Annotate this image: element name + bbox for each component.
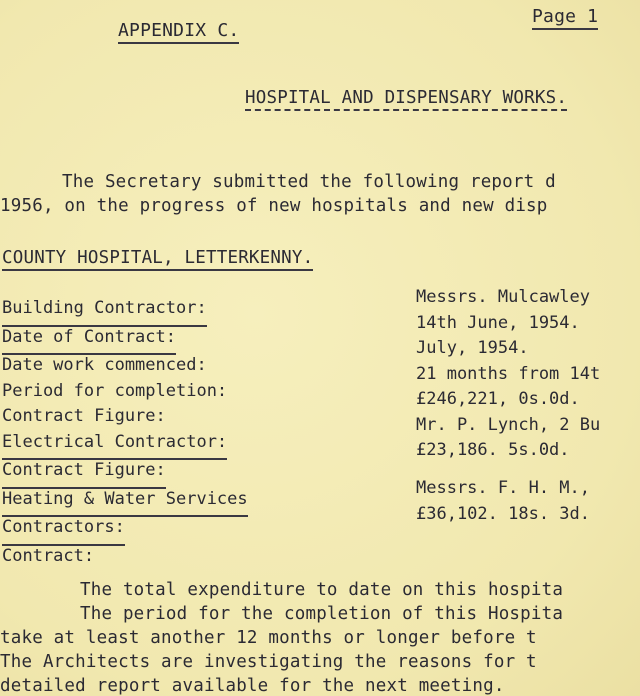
value-electrical-contractor: Mr. P. Lynch, 2 Bu bbox=[416, 414, 601, 435]
footer-line-1: The total expenditure to date on this hospita bbox=[80, 580, 564, 600]
value-heating-contractor: Messrs. F. H. M., bbox=[416, 478, 590, 498]
value-building-contractor: Messrs. Mulcawley bbox=[416, 287, 590, 307]
value-contract-figure-2: £23,186. 5s.0d. bbox=[416, 440, 570, 460]
detail-labels bbox=[2, 298, 248, 571]
page-number: Page 1 bbox=[532, 6, 598, 30]
value-period-completion: 21 months from 14t bbox=[416, 363, 601, 384]
label-date-of-contract: Date of Contract: bbox=[2, 327, 176, 356]
label-date-commenced: Date work commenced: bbox=[2, 355, 207, 375]
document-title: HOSPITAL AND DISPENSARY WORKS. bbox=[245, 88, 567, 111]
value-heating-contract: £36,102. 18s. 3d. bbox=[416, 503, 590, 524]
footer-line-3: take at least another 12 months or longer before t bbox=[0, 628, 537, 648]
label-contract: Contract: bbox=[2, 545, 95, 566]
intro-line-1: The Secretary submitted the following report d bbox=[62, 172, 556, 192]
footer-line-5: detailed report available for the next meeting. bbox=[0, 676, 505, 696]
label-building-contractor: Building Contractor: bbox=[2, 298, 207, 327]
value-date-of-contract: 14th June, 1954. bbox=[416, 312, 580, 333]
label-contractors: Contractors: bbox=[2, 517, 125, 546]
label-period-completion: Period for completion: bbox=[2, 380, 228, 401]
footer-line-2: The period for the completion of this Hospita bbox=[80, 604, 564, 624]
section-title: COUNTY HOSPITAL, LETTERKENNY. bbox=[2, 248, 313, 271]
value-date-commenced: July, 1954. bbox=[416, 338, 529, 358]
label-contract-figure-2: Contract Figure: bbox=[2, 460, 166, 489]
label-electrical-contractor: Electrical Contractor: bbox=[2, 432, 227, 461]
detail-values bbox=[416, 287, 600, 529]
intro-line-2: 1956, on the progress of new hospitals and new disp bbox=[0, 196, 548, 216]
label-heating-water: Heating & Water Services bbox=[2, 489, 248, 518]
footer-line-4: The Architects are investigating the reasons for t bbox=[0, 652, 537, 672]
value-contract-figure: £246,221, 0s.0d. bbox=[416, 389, 580, 409]
label-contract-figure: Contract Figure: bbox=[2, 406, 166, 426]
appendix-heading: APPENDIX C. bbox=[118, 20, 239, 44]
